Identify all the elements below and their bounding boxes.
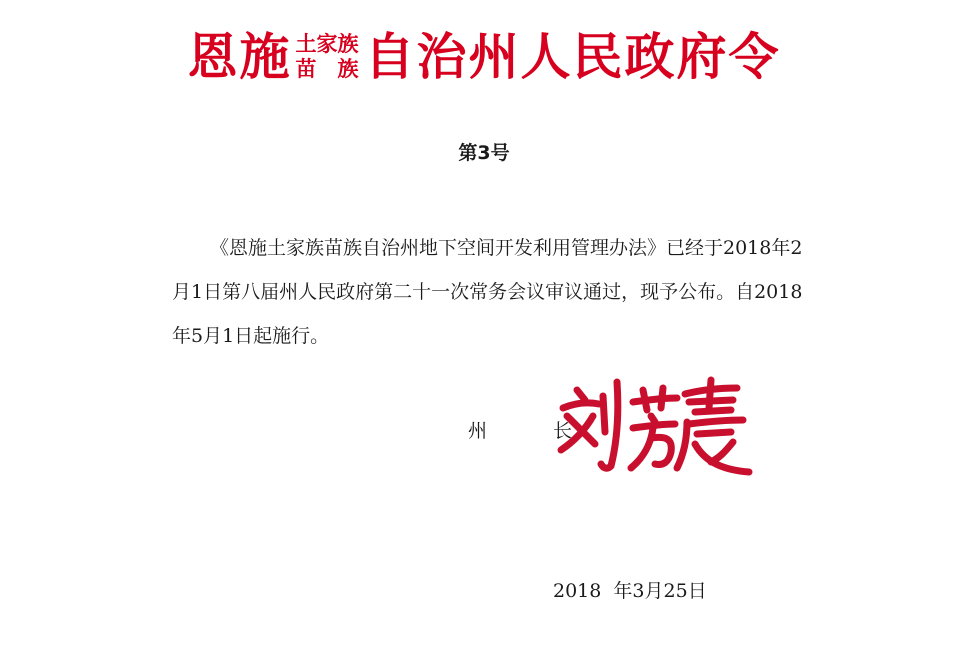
order-number: 第3号 (458, 142, 510, 164)
handwritten-signature (555, 372, 755, 482)
title-left: 恩施 (187, 28, 292, 86)
signatory-title: 州 长 (468, 420, 603, 442)
title-small-bottom-2: 族 (337, 57, 359, 81)
decree-body: 《恩施土家族苗族自治州地下空间开发利用管理办法》已经于2018年2月1日第八届州人民政府第二十一次常务会议审议通过，现予公布。自2018年5月1日起施行。 (172, 237, 803, 347)
title-small-top: 土家族 (295, 32, 359, 56)
title-small-bottom-1: 苗 (295, 57, 317, 81)
decree-title (0, 22, 968, 92)
title-small-block (296, 32, 359, 82)
issue-date: 2018 年3月25日 (553, 580, 707, 602)
title-right: 自治州人民政府令 (364, 28, 781, 86)
